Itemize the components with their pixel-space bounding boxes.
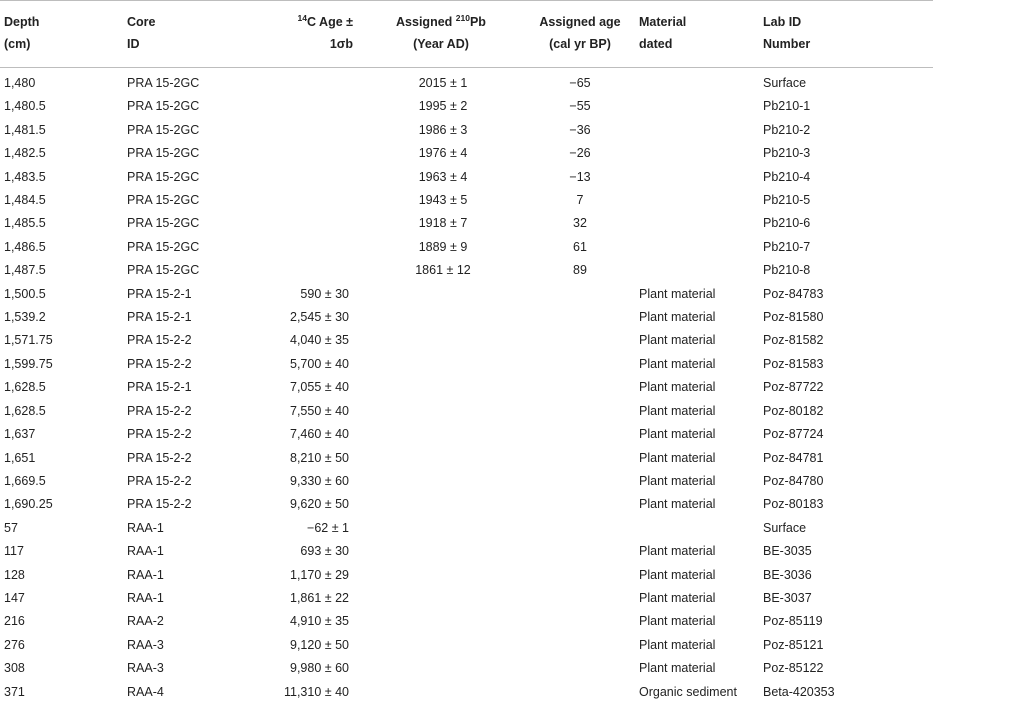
cell-assigned-age [525, 400, 635, 423]
header-c14-sup: 14 [297, 13, 308, 23]
cell-c14-age: 590 ± 30 [300, 286, 349, 301]
cell-material: Plant material [639, 661, 716, 676]
cell-depth: 1,483.5 [4, 169, 46, 184]
cell-assigned-age: 61 [573, 239, 587, 254]
cell-core-id: PRA 15-2-2 [127, 473, 192, 488]
table-row [0, 376, 1015, 399]
cell-depth: 1,484.5 [4, 193, 46, 208]
cell-lab-id: Poz-87722 [763, 380, 824, 395]
cell-material: Plant material [639, 473, 716, 488]
cell-core-id: PRA 15-2-2 [127, 403, 192, 418]
cell-assigned-age [525, 540, 635, 563]
cell-lab-id: Poz-81583 [763, 356, 824, 371]
table-row [0, 657, 1015, 680]
table-row [0, 634, 1015, 657]
cell-lab-id: BE-3037 [763, 590, 812, 605]
header-material: Material [635, 1, 759, 34]
header-c14-sub: 1σb [233, 33, 357, 68]
cell-core-id: PRA 15-2GC [127, 239, 200, 254]
cell-lab-id: Poz-80182 [763, 403, 824, 418]
cell-lab-id: Poz-85119 [763, 614, 823, 629]
cell-pb-year: 1889 ± 9 [418, 239, 468, 254]
cell-c14-age: 4,910 ± 35 [290, 614, 349, 629]
cell-c14-age: −62 ± 1 [307, 520, 349, 535]
table-header [0, 1, 1015, 68]
cell-lab-id: Poz-84780 [763, 473, 824, 488]
cell-c14-age: 9,620 ± 50 [290, 497, 349, 512]
cell-depth: 1,481.5 [4, 122, 46, 137]
cell-assigned-age [525, 493, 635, 516]
cell-c14-age: 9,120 ± 50 [290, 637, 349, 652]
cell-depth: 1,628.5 [4, 380, 46, 395]
cell-core-id: PRA 15-2GC [127, 193, 200, 208]
cell-material [635, 189, 759, 212]
table-row [0, 189, 1015, 212]
cell-assigned-age [525, 564, 635, 587]
cell-core-id: RAA-1 [127, 590, 164, 605]
table-row [0, 517, 1015, 540]
cell-depth: 1,485.5 [4, 216, 46, 231]
cell-c14-age: 2,545 ± 30 [290, 310, 349, 325]
cell-core-id: PRA 15-2GC [127, 216, 200, 231]
cell-pb-year: 1963 ± 4 [418, 169, 468, 184]
cell-pb-year [357, 634, 525, 657]
cell-assigned-age [525, 376, 635, 399]
cell-lab-id: Pb210-2 [763, 122, 811, 137]
cell-material: Plant material [639, 333, 716, 348]
cell-pb-year [357, 400, 525, 423]
cell-assigned-age: −26 [569, 146, 591, 161]
cell-material: Plant material [639, 380, 716, 395]
cell-assigned-age: 89 [573, 263, 587, 278]
cell-material: Plant material [639, 637, 716, 652]
table-row [0, 540, 1015, 563]
cell-assigned-age [525, 634, 635, 657]
cell-c14-age: 7,550 ± 40 [290, 403, 349, 418]
cell-assigned-age: 32 [573, 216, 587, 231]
cell-c14-age [233, 236, 357, 259]
cell-lab-id: Pb210-4 [763, 169, 811, 184]
cell-lab-id: Poz-85121 [763, 637, 824, 652]
cell-core-id: RAA-3 [127, 637, 164, 652]
cell-material [635, 259, 759, 282]
table-row [0, 447, 1015, 470]
table-row [0, 259, 1015, 282]
cell-depth: 1,669.5 [4, 473, 46, 488]
cell-depth: 276 [4, 637, 25, 652]
header-c14-age [233, 1, 357, 34]
table-row [0, 353, 1015, 376]
cell-depth: 216 [4, 614, 25, 629]
cell-pb-year: 2015 ± 1 [418, 76, 468, 90]
cell-material: Plant material [639, 567, 716, 582]
cell-pb-year [357, 470, 525, 493]
cell-core-id: RAA-2 [127, 614, 164, 629]
cell-depth: 1,486.5 [4, 239, 46, 254]
cell-c14-age: 1,861 ± 22 [290, 590, 349, 605]
cell-material [635, 166, 759, 189]
cell-assigned-age [525, 283, 635, 306]
cell-depth: 57 [4, 520, 18, 535]
cell-c14-age [233, 142, 357, 165]
cell-material: Plant material [639, 403, 716, 418]
cell-material [635, 517, 759, 540]
cell-core-id: PRA 15-2-2 [127, 497, 192, 512]
cell-c14-age: 8,210 ± 50 [290, 450, 349, 465]
cell-pb-year: 1918 ± 7 [418, 216, 468, 231]
cell-core-id: RAA-1 [127, 544, 164, 559]
cell-pb-year [357, 540, 525, 563]
header-pb-sub: (Year AD) [357, 33, 525, 68]
cell-depth: 1,571.75 [4, 333, 53, 348]
cell-core-id: PRA 15-2GC [127, 99, 200, 114]
cell-pb-year [357, 353, 525, 376]
cell-pb-year: 1995 ± 2 [418, 99, 468, 114]
table-row [0, 423, 1015, 446]
table-row [0, 400, 1015, 423]
table-row [0, 470, 1015, 493]
cell-lab-id: Surface [763, 76, 807, 90]
cell-c14-age [233, 119, 357, 142]
cell-pb-year [357, 283, 525, 306]
cell-c14-age [233, 68, 357, 96]
cell-assigned-age [525, 470, 635, 493]
cell-c14-age [233, 259, 357, 282]
header-assigned-age-sub: (cal yr BP) [525, 33, 635, 68]
cell-depth: 1,480.5 [4, 99, 46, 114]
cell-assigned-age [525, 306, 635, 329]
cell-assigned-age: −65 [569, 76, 591, 90]
cell-c14-age: 5,700 ± 40 [290, 356, 349, 371]
cell-assigned-age [525, 587, 635, 610]
cell-pb-year [357, 517, 525, 540]
cell-lab-id: Pb210-6 [763, 216, 811, 231]
table-row [0, 610, 1015, 633]
cell-material: Plant material [639, 544, 716, 559]
header-material-sub: dated [635, 33, 759, 68]
table-row [0, 166, 1015, 189]
cell-assigned-age: −13 [569, 169, 591, 184]
table-row [0, 587, 1015, 610]
cell-assigned-age [525, 329, 635, 352]
cell-core-id: PRA 15-2GC [127, 263, 200, 278]
cell-core-id: PRA 15-2-2 [127, 333, 192, 348]
cell-material: Plant material [639, 590, 716, 605]
cell-lab-id: BE-3035 [763, 544, 812, 559]
cell-depth: 308 [4, 661, 25, 676]
cell-lab-id: BE-3036 [763, 567, 812, 582]
table-row [0, 95, 1015, 118]
cell-material [635, 119, 759, 142]
cell-assigned-age [525, 681, 635, 704]
table-row [0, 329, 1015, 352]
cell-material [635, 95, 759, 118]
cell-material: Plant material [639, 450, 716, 465]
cell-material [635, 68, 759, 96]
cell-c14-age [233, 212, 357, 235]
cell-core-id: RAA-4 [127, 684, 164, 699]
cell-pb-year: 1943 ± 5 [418, 193, 468, 208]
cell-pb-year [357, 564, 525, 587]
cell-c14-age: 9,330 ± 60 [290, 473, 349, 488]
table-body [0, 68, 1015, 704]
cell-assigned-age: −55 [569, 99, 591, 114]
cell-lab-id: Poz-84781 [763, 450, 824, 465]
cell-core-id: PRA 15-2GC [127, 122, 200, 137]
cell-pb-year [357, 681, 525, 704]
cell-core-id: PRA 15-2GC [127, 146, 200, 161]
cell-pb-year [357, 493, 525, 516]
cell-core-id: PRA 15-2-1 [127, 310, 192, 325]
header-lab-sub: Number [759, 33, 933, 68]
cell-assigned-age [525, 610, 635, 633]
cell-depth: 1,637 [4, 427, 36, 442]
cell-depth: 1,482.5 [4, 146, 46, 161]
cell-c14-age: 4,040 ± 35 [290, 333, 349, 348]
cell-core-id: PRA 15-2-2 [127, 450, 192, 465]
cell-lab-id: Poz-81582 [763, 333, 824, 348]
cell-pb-year: 1986 ± 3 [418, 122, 468, 137]
header-depth-unit: (cm) [0, 33, 123, 68]
cell-depth: 1,539.2 [4, 310, 46, 325]
table-row [0, 142, 1015, 165]
header-core-sub: ID [123, 33, 233, 68]
cell-core-id: RAA-1 [127, 567, 164, 582]
cell-c14-age: 9,980 ± 60 [290, 661, 349, 676]
cell-c14-age [233, 166, 357, 189]
cell-pb-year [357, 306, 525, 329]
cell-pb-year [357, 657, 525, 680]
cell-material: Plant material [639, 614, 716, 629]
cell-lab-id: Beta-420353 [763, 684, 835, 699]
cell-assigned-age [525, 447, 635, 470]
header-pb [357, 1, 525, 34]
header-depth: Depth [0, 1, 123, 34]
cell-lab-id: Pb210-1 [763, 99, 811, 114]
cell-c14-age [233, 95, 357, 118]
cell-lab-id: Pb210-7 [763, 239, 811, 254]
cell-depth: 1,690.25 [4, 497, 53, 512]
cell-material: Plant material [639, 497, 716, 512]
cell-lab-id: Poz-80183 [763, 497, 824, 512]
cell-core-id: PRA 15-2-1 [127, 286, 192, 301]
cell-depth: 1,480 [4, 76, 36, 90]
cell-lab-id: Pb210-3 [763, 146, 811, 161]
cell-core-id: PRA 15-2GC [127, 169, 200, 184]
cell-c14-age: 1,170 ± 29 [290, 567, 349, 582]
cell-pb-year [357, 329, 525, 352]
cell-c14-age: 11,310 ± 40 [283, 684, 349, 699]
cell-core-id: PRA 15-2-2 [127, 356, 192, 371]
header-pb-prefix: Assigned [396, 15, 456, 29]
cell-depth: 1,500.5 [4, 286, 46, 301]
table-row [0, 283, 1015, 306]
cell-assigned-age: 7 [576, 193, 584, 208]
cell-core-id: PRA 15-2-2 [127, 427, 192, 442]
cell-lab-id: Pb210-8 [763, 263, 811, 278]
cell-material: Plant material [639, 286, 716, 301]
cell-c14-age: 7,460 ± 40 [290, 427, 349, 442]
table-row [0, 212, 1015, 235]
header-core: Core [123, 1, 233, 34]
cell-assigned-age [525, 517, 635, 540]
cell-depth: 117 [4, 544, 24, 559]
cell-pb-year [357, 423, 525, 446]
table-row [0, 564, 1015, 587]
cell-core-id: RAA-1 [127, 520, 164, 535]
table-row [0, 236, 1015, 259]
cell-depth: 1,628.5 [4, 403, 46, 418]
cell-material [635, 212, 759, 235]
header-lab: Lab ID [759, 1, 933, 34]
cell-depth: 128 [4, 567, 25, 582]
cell-pb-year [357, 587, 525, 610]
cell-core-id: RAA-3 [127, 661, 164, 676]
cell-assigned-age [525, 423, 635, 446]
cell-depth: 1,651 [4, 450, 36, 465]
table-row [0, 493, 1015, 516]
cell-pb-year: 1861 ± 12 [415, 263, 471, 278]
cell-pb-year [357, 447, 525, 470]
cell-material: Plant material [639, 356, 716, 371]
cell-depth: 1,599.75 [4, 356, 53, 371]
cell-material: Plant material [639, 310, 716, 325]
header-c14-text: C Age ± [307, 15, 353, 29]
cell-pb-year: 1976 ± 4 [418, 146, 468, 161]
header-pb-suffix: Pb [469, 15, 486, 29]
cell-lab-id: Poz-85122 [763, 661, 824, 676]
cell-material: Plant material [639, 427, 716, 442]
header-assigned-age: Assigned age [525, 1, 635, 34]
header-pb-sup: 210 [455, 13, 470, 23]
cell-c14-age: 7,055 ± 40 [290, 380, 349, 395]
cell-lab-id: Pb210-5 [763, 193, 811, 208]
cell-lab-id: Surface [763, 520, 807, 535]
cell-depth: 147 [4, 590, 25, 605]
table-row [0, 306, 1015, 329]
table-row [0, 681, 1015, 704]
cell-lab-id: Poz-84783 [763, 286, 824, 301]
cell-c14-age [233, 189, 357, 212]
cell-depth: 1,487.5 [4, 263, 46, 278]
cell-material: Organic sediment [639, 684, 737, 699]
cell-c14-age: 693 ± 30 [300, 544, 349, 559]
cell-lab-id: Poz-87724 [763, 427, 824, 442]
cell-core-id: PRA 15-2-1 [127, 380, 192, 395]
table-row [0, 68, 1015, 96]
cell-assigned-age: −36 [569, 122, 591, 137]
cell-pb-year [357, 610, 525, 633]
table-row [0, 119, 1015, 142]
cell-core-id: PRA 15-2GC [127, 76, 200, 90]
cell-assigned-age [525, 353, 635, 376]
cell-depth: 371 [4, 684, 25, 699]
cell-material [635, 142, 759, 165]
cell-assigned-age [525, 657, 635, 680]
cell-lab-id: Poz-81580 [763, 310, 824, 325]
cell-pb-year [357, 376, 525, 399]
cell-material [635, 236, 759, 259]
